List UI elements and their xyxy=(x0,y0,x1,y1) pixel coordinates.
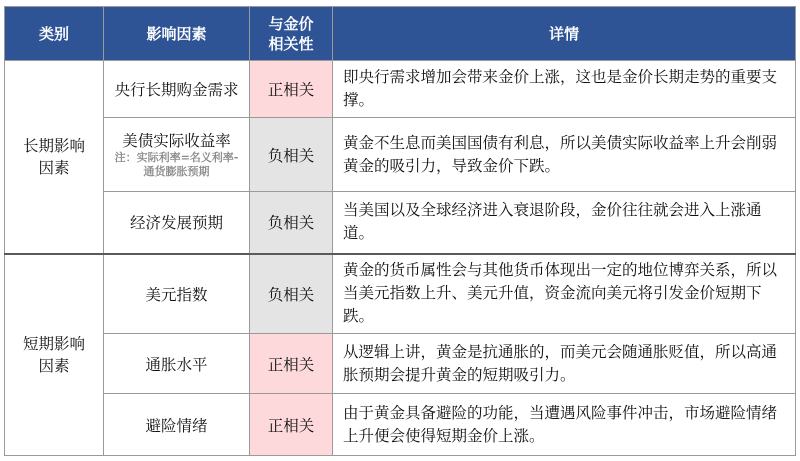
factor-cell: 央行长期购金需求 xyxy=(104,61,250,118)
factor-cell: 通胀水平 xyxy=(104,334,250,394)
category-label: 短期影响因素 xyxy=(22,334,85,375)
table-row xyxy=(5,334,796,394)
header-row xyxy=(5,7,796,61)
factor-cell: 经济发展预期 xyxy=(104,192,250,254)
correlation-cell-negative: 负相关 xyxy=(250,254,333,334)
header-correlation-line1: 与金价 xyxy=(268,14,314,33)
header-detail: 详情 xyxy=(333,7,796,61)
category-label: 长期影响因素 xyxy=(22,136,85,177)
detail-cell: 黄金的货币属性会与其他货币体现出一定的地位博弈关系，所以当美元指数上升、美元升值，资金流向美元将引发金价短期下跌。 xyxy=(333,254,796,334)
correlation-cell-negative: 负相关 xyxy=(250,192,333,254)
factor-label: 美债实际收益率 xyxy=(122,131,231,150)
correlation-cell-negative: 负相关 xyxy=(250,118,333,192)
table-row xyxy=(5,192,796,254)
detail-cell: 由于黄金具备避险的功能，当遭遇风险事件冲击，市场避险情绪上升便会使得短期金价上涨。 xyxy=(333,394,796,456)
detail-cell: 即央行需求增加会带来金价上涨，这也是金价长期走势的重要支撑。 xyxy=(333,61,796,118)
factor-cell: 避险情绪 xyxy=(104,394,250,456)
table-row xyxy=(5,394,796,456)
header-factor: 影响因素 xyxy=(104,7,250,61)
detail-cell: 当美国以及全球经济进入衰退阶段，金价往往就会进入上涨通道。 xyxy=(333,192,796,254)
detail-cell: 从逻辑上讲，黄金是抗通胀的，而美元会随通胀贬值，所以高通胀预期会提升黄金的短期吸引力。 xyxy=(333,334,796,394)
category-cell-short-term xyxy=(5,254,104,456)
category-cell-long-term xyxy=(5,61,104,254)
correlation-cell-positive: 正相关 xyxy=(250,61,333,118)
correlation-cell-positive: 正相关 xyxy=(250,394,333,456)
correlation-cell-positive: 正相关 xyxy=(250,334,333,394)
gold-factors-table-container xyxy=(4,6,795,456)
header-category: 类别 xyxy=(5,7,104,61)
factor-note: 注：实际利率=名义利率-通货膨胀预期 xyxy=(114,150,239,178)
gold-factors-table xyxy=(4,6,796,456)
factor-cell: 美元指数 xyxy=(104,254,250,334)
header-correlation xyxy=(250,7,333,61)
header-correlation-line2: 相关性 xyxy=(268,34,314,53)
table-row xyxy=(5,61,796,118)
factor-cell xyxy=(104,118,250,192)
detail-cell: 黄金不生息而美国国债有利息，所以美债实际收益率上升会削弱黄金的吸引力，导致金价下跌。 xyxy=(333,118,796,192)
table-row xyxy=(5,254,796,334)
table-row xyxy=(5,118,796,192)
